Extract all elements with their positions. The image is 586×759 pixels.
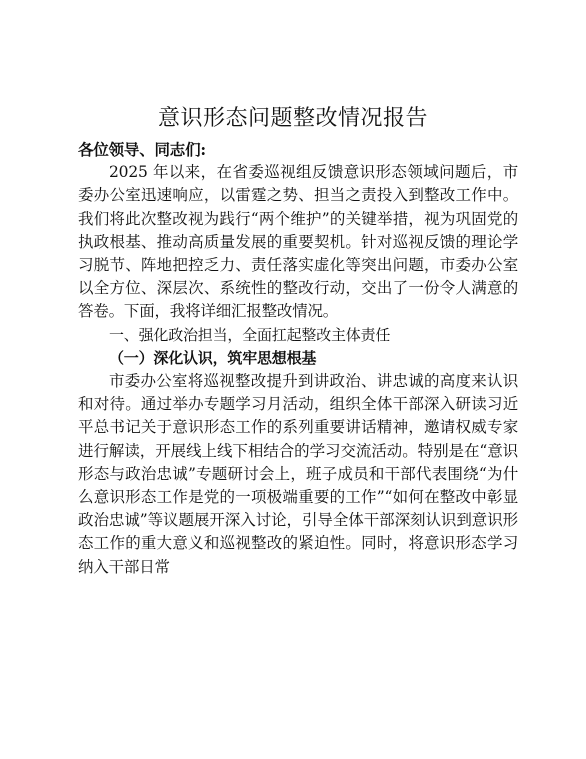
section-heading-1: 一、强化政治担当，全面扛起整改主体责任 — [109, 325, 391, 344]
intro-paragraph: 2025 年以来，在省委巡视组反馈意识形态领域问题后，市委办公室迅速响应，以雷霆之势、担当之责投入到整改工作中。我们将此次整改视为践行“两个维护”的关键举措，视为巩固党的执政根基、推动高质量发展的重要契机。针对巡视反馈的理论学习脱节、阵地把控乏力、责任落实虚化等突出问题，市委办公室以全方位、深层次、系统性的整改行动，交出了一份令人满意的答卷。下面，我将详细汇报整改情况。 — [78, 163, 518, 321]
body-paragraph-2: 市委办公室将巡视整改提升到讲政治、讲忠诚的高度来认识和对待。通过举办专题学习月活动，组织全体干部深入研读习近平总书记关于意识形态工作的系列重要讲话精神，邀请权威专家进行解读，开展线上线下相结合的学习交流活动。特别是在“意识形态与政治忠诚”专题研讨会上，班子成员和干部代表围绕“为什么意识形态工作是党的一项极端重要的工作”“如何在整改中彰显政治忠诚”等议题展开深入讨论，引导全体干部深刻认识到意识形态工作的重大意义和巡视整改的紧迫性。同时，将意识形态学习纳入干部日常 — [78, 372, 518, 576]
subsection-heading-1: （一）深化认识，筑牢思想根基 — [109, 348, 317, 367]
document-title: 意识形态问题整改情况报告 — [157, 106, 428, 131]
document-body — [78, 138, 518, 579]
salutation: 各位领导、同志们: — [78, 140, 206, 159]
